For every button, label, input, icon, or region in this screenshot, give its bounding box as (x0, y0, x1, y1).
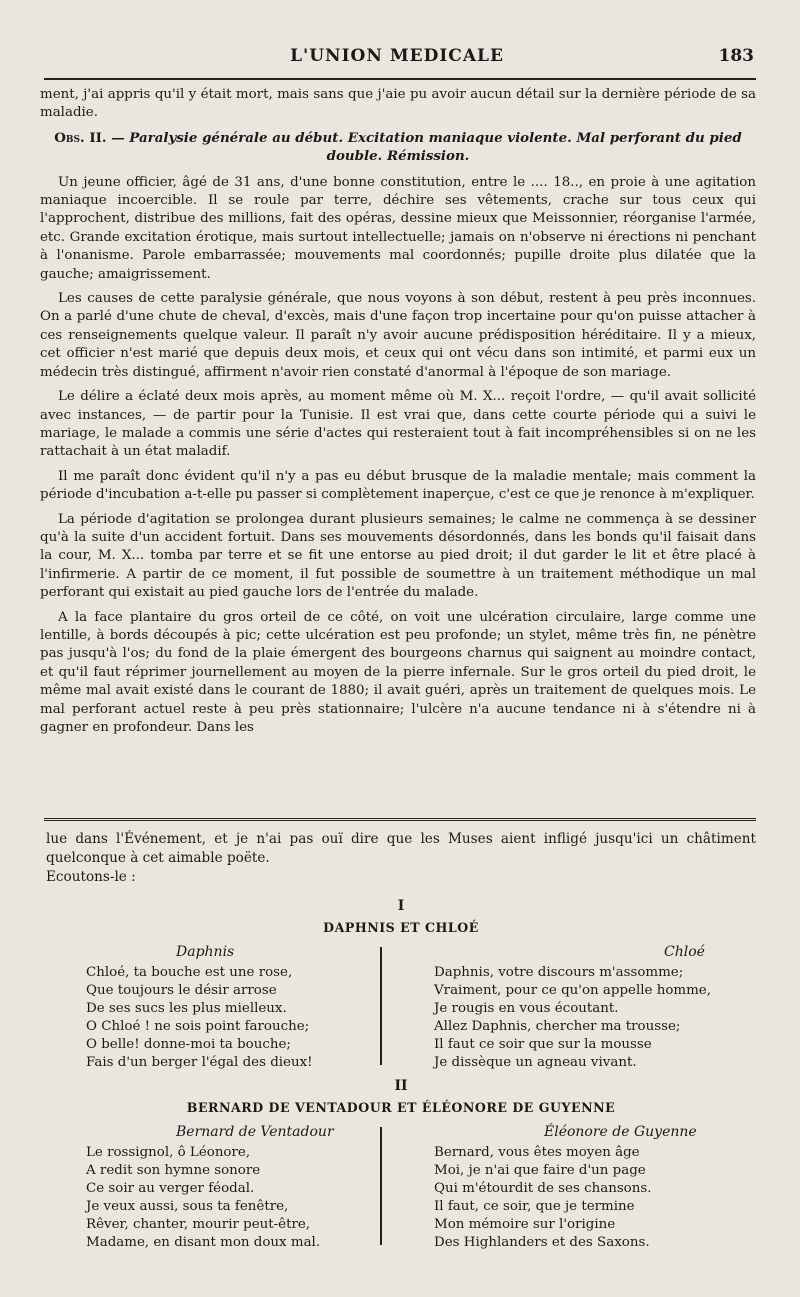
header-rule (44, 78, 756, 80)
running-head (40, 46, 754, 72)
poem-dialogue (46, 1123, 756, 1250)
feuilleton-intro: lue dans l'Événement, et je n'ai pas ouï dire que les Muses aient infligé jusqu'ici un châtiment quelconque à cet aimable poëte. (46, 831, 756, 866)
feuilleton (46, 830, 756, 1250)
poem-line: A redit son hymne sonore (86, 1163, 261, 1178)
paragraph: Les causes de cette paralysie générale, que nous voyons à son début, restent à peu près inconnues. On a parlé d'une chute de cheval, d'excès, mais d'une façon trop incertaine pour qu'on puisse attacher à ces renseignements quelque valeur. Il paraît n'y avoir aucune prédisposition héréditaire. Il y a mieux, cet officier n'est marié que depuis deux mois, et ceux qui ont vécu dans son intimité, et parmi eux un médecin très distingué, affirment n'avoir rien constaté d'anormal à l'époque de son mariage. (40, 291, 756, 380)
poem-speaker: Daphnis (176, 944, 235, 960)
poem-line: O Chloé ! ne sois point farouche; (86, 1019, 310, 1034)
section-title: BERNARD DE VENTADOUR ET ÉLÉONORE DE GUYENNE (186, 1100, 616, 1115)
paragraph: ment, j'ai appris qu'il y était mort, mais sans que j'aie pu avoir aucun détail sur la dernière période de sa maladie. (40, 87, 756, 121)
paragraph: Un jeune officier, âgé de 31 ans, d'une bonne constitution, entre le .... 18.., en proie à une agitation maniaque incoercible. Il se roule par terre, déchire ses vêtements, crache sur tous ceux qui l'approchent, distribue des millions, fait des opéras, dessine mieux que Meissonnier, réorganise l'armée, etc. Grande excitation érotique, mais surtout intellectuelle; jamais on n'observe ni érections ni penchant à l'onanisme. Parole embarrassée; mouvements mal coordonnés; pupille droite plus dilatée que la gauche; amaigrissement. (40, 174, 756, 282)
poem-line: Fais d'un berger l'égal des dieux! (86, 1055, 313, 1070)
feuilleton-lead: Ecoutons-le : (46, 869, 136, 885)
paragraph: Il me paraît donc évident qu'il n'y a pas eu début brusque de la maladie mentale; mais comment la période d'incubation a-t-elle pu passer si complètement inaperçue, c'est ce que je renonce à m'expliquer. (40, 468, 756, 503)
paragraph: Le délire a éclaté deux mois après, au moment même où M. X... reçoit l'ordre, — qu'il avait sollicité avec instances, — de partir pour la Tunisie. Il est vrai que, dans cette courte période qui a suivi le mariage, le malade a commis une série d'actes qui resteraient tout à fait incompréhensibles si on ne les rattachait à un état maladif. (40, 389, 756, 460)
poem-line: Chloé, ta bouche est une rose, (86, 965, 293, 980)
poem-column-right (434, 1123, 734, 1252)
section-number: I (397, 898, 405, 914)
paragraph: La période d'agitation se prolongea durant plusieurs semaines; le calme ne commença à se dessiner qu'à la suite d'un accident fortuit. Dans ses mouvements désordonnés, dans les bonds qu'il faisait dans la cour, M. X... tomba par terre et se fit une entorse au pied droit; il dut garder le lit et être placé à l'infirmerie. A partir de ce moment, il fut possible de soumettre à un traitement méthodique un mal perforant qui existait au pied gauche lors de l'entrée du malade. (40, 511, 756, 601)
poem-line: Je veux aussi, sous ta fenêtre, (86, 1199, 289, 1214)
poem-speaker: Chloé (664, 944, 705, 960)
poem-line: Le rossignol, ô Léonore, (86, 1145, 251, 1160)
poem-line: De ses sucs les plus mielleux. (86, 1001, 287, 1016)
observation-label: Obs. II. (54, 129, 107, 146)
section-number: II (394, 1078, 408, 1094)
poem-line: Je rougis en vous écoutant. (434, 1001, 619, 1016)
poem-line: Ce soir au verger féodal. (86, 1181, 255, 1196)
poem-line: Moi, je n'ai que faire d'un page (434, 1163, 646, 1178)
poem-speaker: Bernard de Ventadour (176, 1124, 334, 1140)
poem-line: Vraiment, pour ce qu'on appelle homme, (434, 983, 711, 998)
paragraph: A la face plantaire du gros orteil de ce côté, on voit une ulcération circulaire, large comme une lentille, à bords découpés à pic; cette ulcération est peu profonde; un stylet, même très fin, ne pénètre pas jusqu'à l'os; du fond de la plaie émergent des bourgeons charnus qui saignent au moindre contact, et qu'il faut réprimer journellement au moyen de la pierre infernale. Sur le gros orteil du pied droit, le même mal avait existé dans le courant de 1880; il avait guéri, après un traitement de quelques mois. Le mal perforant actuel reste à peu près stationnaire; l'ulcère n'a aucune tendance ni à s'étendre ni à gagner en profondeur. Dans les (40, 609, 756, 735)
column-divider (380, 1127, 382, 1245)
poem-column-left (86, 943, 386, 1072)
page-number: 183 (718, 46, 754, 66)
feuilleton-separator (44, 818, 756, 823)
poem-line: Des Highlanders et des Saxons. (434, 1235, 650, 1250)
section-title: DAPHNIS ET CHLOÉ (323, 920, 479, 935)
poem-line: Daphnis, votre discours m'assomme; (434, 965, 684, 980)
poem-speaker: Éléonore de Guyenne (544, 1124, 697, 1140)
poem-line: O belle! donne-moi ta bouche; (86, 1037, 291, 1052)
poem-line: Qui m'étourdit de ses chansons. (434, 1181, 652, 1196)
poem-line: Mon mémoire sur l'origine (434, 1217, 616, 1232)
poem-line: Que toujours le désir arrose (86, 983, 277, 998)
observation-title: — Paralysie générale au début. Excitation maniaque violente. Mal perforant du pied double. Rémission. (111, 129, 742, 165)
poem-line: Il faut ce soir que sur la mousse (434, 1037, 652, 1052)
poem-dialogue (46, 943, 756, 1070)
article-body (40, 86, 756, 743)
poem-line: Rêver, chanter, mourir peut-être, (86, 1217, 311, 1232)
poem-column-left (86, 1123, 386, 1252)
poem-column-right (434, 943, 734, 1072)
poem-line: Il faut, ce soir, que je termine (434, 1199, 635, 1214)
journal-title: L'UNION MEDICALE (290, 46, 504, 66)
poem-line: Madame, en disant mon doux mal. (86, 1235, 321, 1250)
poem-line: Bernard, vous êtes moyen âge (434, 1145, 640, 1160)
observation-heading (40, 129, 756, 166)
poem-line: Allez Daphnis, chercher ma trousse; (434, 1019, 681, 1034)
column-divider (380, 947, 382, 1065)
poem-line: Je dissèque un agneau vivant. (434, 1055, 637, 1070)
